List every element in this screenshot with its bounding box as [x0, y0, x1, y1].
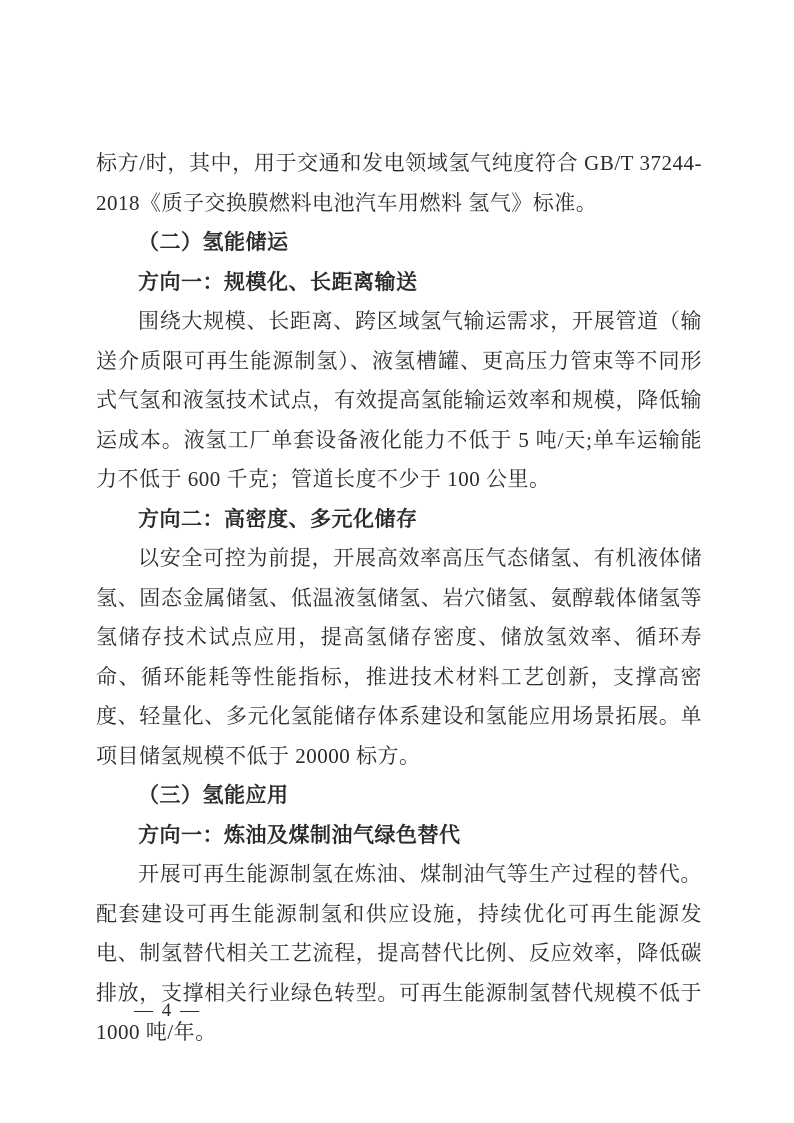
paragraph-continuation: 标方/时，其中，用于交通和发电领域氢气纯度符合 GB/T 37244-2018《质子交换膜燃料电池汽车用燃料 氢气》标准。 — [96, 151, 702, 215]
subsection-heading-direction-one-transport: 方向一：规模化、长距离输送 — [138, 269, 418, 294]
subsection-heading-direction-one-refining: 方向一：炼油及煤制油气绿色替代 — [138, 822, 461, 847]
paragraph-transport-body: 围绕大规模、长距离、跨区域氢气输运需求，开展管道（输送介质限可再生能源制氢）、液氢槽罐、更高压力管束等不同形式气氢和液氢技术试点，有效提高氢能输运效率和规模，降低输运成本。液氢工厂单套设备液化能力不低于 5 吨/天;单车运输能力不低于 600 千克；管道长度不少于 100 公里。 — [96, 309, 702, 491]
document-body — [96, 144, 702, 1053]
section-heading-hydrogen-application: （三）氢能应用 — [138, 783, 289, 807]
paragraph-storage-body: 以安全可控为前提，开展高效率高压气态储氢、有机液体储氢、固态金属储氢、低温液氢储氢、岩穴储氢、氨醇载体储氢等氢储存技术试点应用，提高氢储存密度、储放氢效率、循环寿命、循环能耗等性能指标，推进技术材料工艺创新，支撑高密度、轻量化、多元化氢能储存体系建设和氢能应用场景拓展。单项目储氢规模不低于 20000 标方。 — [96, 546, 702, 768]
paragraph-refining-body: 开展可再生能源制氢在炼油、煤制油气等生产过程的替代。配套建设可再生能源制氢和供应设施，持续优化可再生能源发电、制氢替代相关工艺流程，提高替代比例、反应效率，降低碳排放，支撑相关行业绿色转型。可再生能源制氢替代规模不低于 1000 吨/年。 — [96, 862, 702, 1044]
page-number: — 4 — — [134, 1000, 201, 1021]
section-heading-hydrogen-storage-transport: （二）氢能储运 — [138, 230, 289, 254]
subsection-heading-direction-two-storage: 方向二：高密度、多元化储存 — [138, 506, 418, 531]
